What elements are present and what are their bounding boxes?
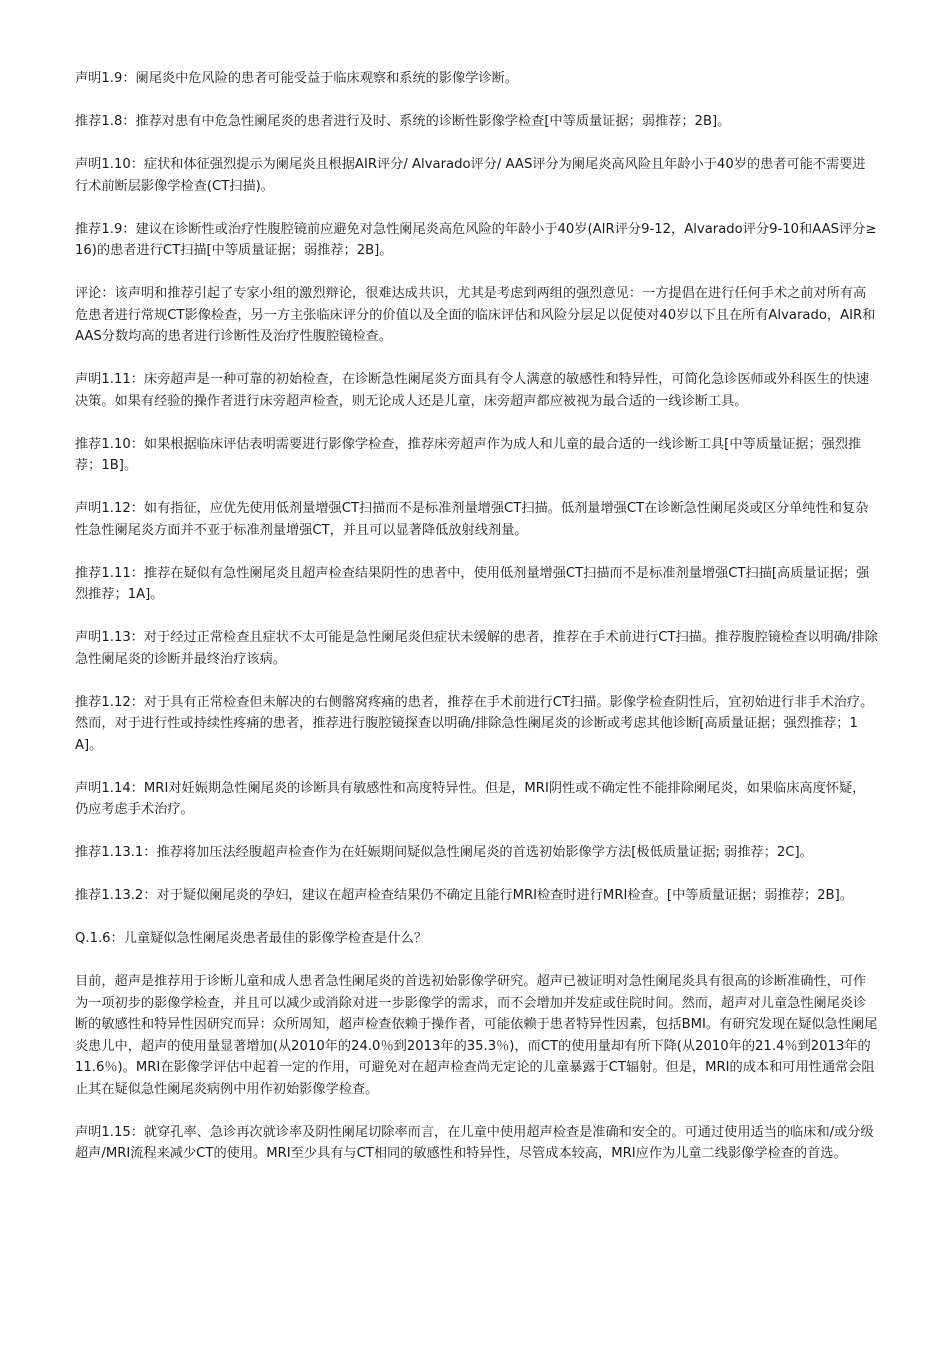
statement-1-10: 声明1.10：症状和体征强烈提示为阑尾炎且根据AIR评分/ Alvarado评分/ AAS评分为阑尾炎高风险且年龄小于40岁的患者可能不需要进行术前断层影像学检查(CT扫描)。 [75, 157, 866, 194]
statement-1-15: 声明1.15：就穿孔率、急诊再次就诊率及阴性阑尾切除率而言，在儿童中使用超声检查是准确和安全的。可通过使用适当的临床和/或分级超声/MRI流程来减少CT的使用。MRI至少具有与CT相同的敏感性和特异性，尽管成本较高，MRI应作为儿童二线影像学检查的首选。 [75, 1124, 874, 1161]
statement-1-13: 声明1.13：对于经过正常检查且症状不太可能是急性阑尾炎但症状未缓解的患者，推荐在手术前进行CT扫描。推荐腹腔镜检查以明确/排除急性阑尾炎的诊断并最终治疗该病。 [75, 630, 878, 667]
recommendation-1-9: 推荐1.9：建议在诊断性或治疗性腹腔镜前应避免对急性阑尾炎高危风险的年龄小于40岁(AIR评分9-12，Alvarado评分9-10和AAS评分≥16)的患者进行CT扫描[中等质量证据；弱推荐；2B]。 [75, 221, 877, 258]
statement-1-12: 声明1.12：如有指征，应优先使用低剂量增强CT扫描而不是标准剂量增强CT扫描。低剂量增强CT在诊断急性阑尾炎或区分单纯性和复杂性急性阑尾炎方面并不亚于标准剂量增强CT，并且可以显著降低放射线剂量。 [75, 501, 869, 538]
recommendation-1-12: 推荐1.12：对于具有正常检查但未解决的右侧髂窝疼痛的患者，推荐在手术前进行CT扫描。影像学检查阴性后，宜初始进行非手术治疗。然而，对于进行性或持续性疼痛的患者，推荐进行腹腔镜探查以明确/排除急性阑尾炎的诊断或考虑其他诊断[高质量证据；强烈推荐；1A]。 [75, 694, 874, 753]
recommendation-1-13-1: 推荐1.13.1：推荐将加压法经腹超声检查作为在妊娠期间疑似急性阑尾炎的首选初始影像学方法[极低质量证据; 弱推荐；2C]。 [75, 845, 813, 860]
question-1-6: Q.1.6：儿童疑似急性阑尾炎患者最佳的影像学检查是什么？ [75, 931, 428, 946]
recommendation-1-8: 推荐1.8：推荐对患有中危急性阑尾炎的患者进行及时、系统的诊断性影像学检查[中等质量证据；弱推荐；2B]。 [75, 114, 731, 129]
recommendation-1-13-2: 推荐1.13.2：对于疑似阑尾炎的孕妇，建议在超声检查结果仍不确定且能行MRI检查时进行MRI检查。[中等质量证据；弱推荐；2B]。 [75, 888, 853, 903]
comment-paragraph: 评论：该声明和推荐引起了专家小组的激烈辩论，很难达成共识，尤其是考虑到两组的强烈意见：一方提倡在进行任何手术之前对所有高危患者进行常规CT影像检查，另一方主张临床评分的价值以及全面的临床评估和风险分层足以促使对40岁以下且在所有Alvarado，AIR和AAS分数均高的患者进行诊断性及治疗性腹腔镜检查。 [75, 286, 876, 344]
recommendation-1-11: 推荐1.11：推荐在疑似有急性阑尾炎且超声检查结果阴性的患者中，使用低剂量增强CT扫描而不是标准剂量增强CT扫描[高质量证据；强烈推荐；1A]。 [75, 565, 870, 602]
statement-1-11: 声明1.11：床旁超声是一种可靠的初始检查，在诊断急性阑尾炎方面具有令人满意的敏感性和特异性，可简化急诊医师或外科医生的快速决策。如果有经验的操作者进行床旁超声检查，则无论成人还是儿童，床旁超声都应被视为最合适的一线诊断工具。 [75, 372, 870, 409]
recommendation-1-10: 推荐1.10：如果根据临床评估表明需要进行影像学检查，推荐床旁超声作为成人和儿童的最合适的一线诊断工具[中等质量证据；强烈推荐；1B]。 [75, 436, 862, 473]
answer-paragraph: 目前，超声是推荐用于诊断儿童和成人患者急性阑尾炎的首选初始影像学研究。超声已被证明对急性阑尾炎具有很高的诊断准确性，可作为一项初步的影像学检查，并且可以减少或消除对进一步影像学的需求，而不会增加并发症或住院时间。然而，超声对儿童急性阑尾炎诊断的敏感性和特异性因研究而异：众所周知，超声检查依赖于操作者，可能依赖于患者特异性因素，包括BMI。有研究发现在疑似急性阑尾炎患儿中，超声的使用量显著增加(从2010年的24.0％到2013年的35.3％)，而CT的使用量却有所下降(从2010年的21.4％到2013年的11.6％)。MRI在影像学评估中起着一定的作用，可避免对在超声检查尚无定论的儿童暴露于CT辐射。但是，MRI的成本和可用性通常会阻止其在疑似急性阑尾炎病例中用作初始影像学检查。 [75, 974, 878, 1097]
statement-1-14: 声明1.14：MRI对妊娠期急性阑尾炎的诊断具有敏感性和高度特异性。但是，MRI阴性或不确定性不能排除阑尾炎，如果临床高度怀疑，仍应考虑手术治疗。 [75, 780, 866, 817]
statement-1-9: 声明1.9：阑尾炎中危风险的患者可能受益于临床观察和系统的影像学诊断。 [75, 71, 518, 86]
